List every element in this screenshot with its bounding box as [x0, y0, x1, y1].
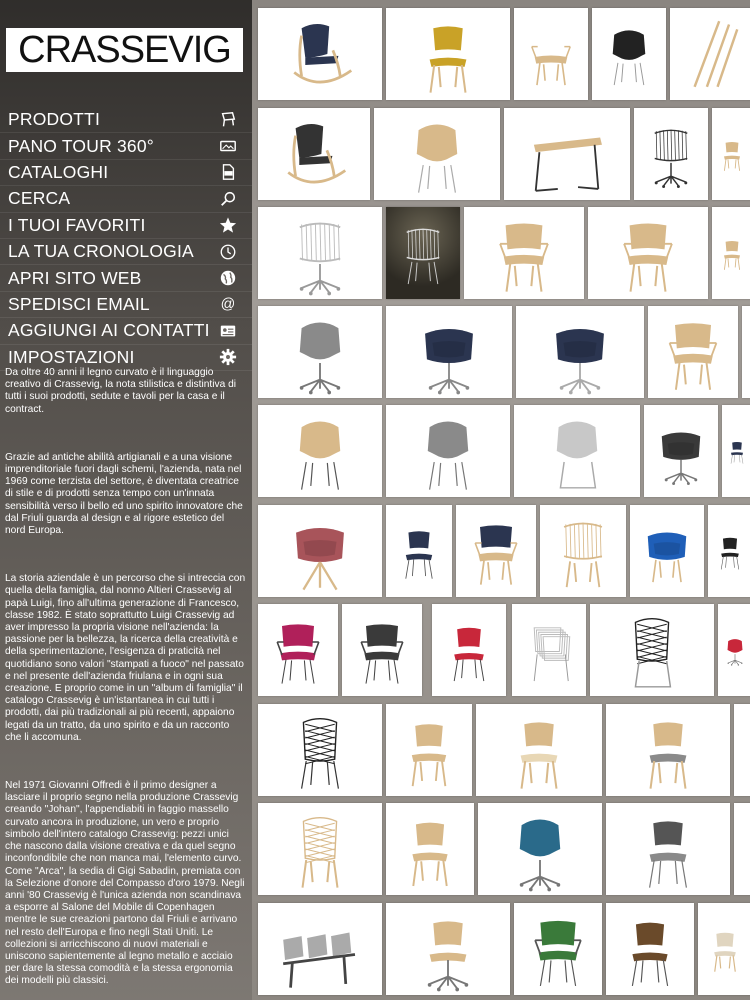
chair-image — [718, 604, 750, 696]
product-thumbnail[interactable] — [258, 604, 338, 696]
contact-card-icon — [218, 321, 238, 341]
chair-image — [606, 903, 694, 995]
product-thumbnail[interactable] — [386, 405, 510, 497]
description-paragraph: La storia aziendale è un percorso che si intreccia con quella della famiglia, dal nonno Altieri Crassevig al papà Luigi, fino all'ultima generazione di Francesco, classe 1982. È stato soprattutto Luigi Crassevig ad aver impresso la propria visione nell'azienda: la passione per la bellezza, la ricerca della creatività e della sperimentazione, l'esigenza di praticità nel quotidiano sono valori "stampati a fuoco" nel passato e nel presente dell'azienda friulana e in ogni sua creazione. E proprio come in un "album di famiglia" il catalogo Crassevig è un'istantanea in cui tutti i prodotti, dai più tradizionali ai più recenti, appaiono legati da un tratto, da uno spirito e da un racconto che li accomuna. — [5, 573, 246, 743]
product-thumbnail[interactable] — [708, 505, 750, 597]
chair-image — [722, 405, 750, 497]
product-thumbnail[interactable] — [590, 604, 714, 696]
chair-image — [386, 306, 512, 398]
product-thumbnail[interactable] — [698, 903, 750, 995]
chair-image — [504, 108, 630, 200]
chair-image — [386, 207, 460, 299]
product-thumbnail[interactable] — [478, 803, 602, 895]
description-paragraph: Da oltre 40 anni il legno curvato è il linguaggio creativo di Crassevig, la nota stilistica e distintiva di tutti i suoi prodotti, sedute e tavoli per la casa e il contract. — [5, 367, 237, 415]
chair-icon — [218, 110, 238, 130]
product-thumbnail[interactable] — [476, 704, 602, 796]
chair-image — [258, 903, 382, 995]
product-thumbnail[interactable] — [514, 405, 640, 497]
product-thumbnail[interactable] — [712, 108, 750, 200]
menu-item-at[interactable] — [0, 292, 252, 318]
product-thumbnail[interactable] — [258, 8, 382, 100]
chair-image — [464, 207, 584, 299]
chair-image — [374, 108, 500, 200]
product-thumbnail[interactable] — [718, 604, 750, 696]
chair-image — [386, 903, 510, 995]
product-thumbnail[interactable] — [630, 505, 704, 597]
chair-image — [478, 803, 602, 895]
chair-image — [712, 207, 750, 299]
product-thumbnail[interactable] — [386, 803, 474, 895]
chair-image — [514, 405, 640, 497]
search-icon — [218, 189, 238, 209]
panorama-icon — [218, 136, 238, 156]
product-grid — [252, 0, 750, 1000]
product-thumbnail[interactable] — [258, 704, 382, 796]
chair-image — [648, 306, 738, 398]
chair-image — [516, 306, 644, 398]
chair-image — [258, 405, 382, 497]
chair-image — [258, 108, 370, 200]
product-thumbnail[interactable] — [456, 505, 536, 597]
globe-icon — [218, 268, 238, 288]
product-thumbnail[interactable] — [742, 306, 750, 398]
chair-image — [386, 803, 474, 895]
product-thumbnail[interactable] — [386, 306, 512, 398]
chair-image — [634, 108, 708, 200]
product-thumbnail[interactable] — [734, 803, 750, 895]
product-thumbnail[interactable] — [504, 108, 630, 200]
product-thumbnail[interactable] — [258, 903, 382, 995]
menu-item-chair[interactable] — [0, 107, 252, 133]
menu-item-panorama[interactable] — [0, 133, 252, 159]
menu-item-label: SPEDISCI EMAIL — [8, 293, 150, 314]
menu-item-label: LA TUA CRONOLOGIA — [8, 241, 194, 262]
chair-image — [258, 8, 382, 100]
at-icon — [218, 294, 238, 314]
product-thumbnail[interactable] — [386, 8, 510, 100]
chair-image — [386, 505, 452, 597]
menu-item-contact-card[interactable] — [0, 318, 252, 344]
menu-item-search[interactable] — [0, 186, 252, 212]
menu-item-star[interactable] — [0, 213, 252, 239]
description-paragraph: Nel 1971 Giovanni Offredi è il primo designer a lasciare il proprio segno nella produzione Crassevig creando "Johan", l'appendiabiti in faggio massello curvato ancora in produzione, un vero e proprio simbolo dell'intero catalogo Crassevig: pezzi unici che nascono dalla visione creativa e da quel segno inconfondibile che non manca mai, l'elemento curvo. Come "Arca", la sedia di Gigi Sabadin, premiata con la Selezione d'onore del Compasso d'oro 1979. Negli anni '80 Crassevig è l'unica azienda non scandinava a esporre al Salone del Mobile di Copenhagen mentre le sue creazioni partono dal Friuli e arrivano nel resto dell'Europa e fino negli Stati Uniti. Le collezioni si arricchiscono di nuovi materiali e uniscono sapientemente al legno metallo e acciaio per dare la stessa comodità e la stessa ergonomia dei modelli più classici. — [5, 780, 245, 987]
star-icon — [218, 215, 238, 235]
product-thumbnail[interactable] — [606, 704, 730, 796]
chair-image — [698, 903, 750, 995]
chair-image — [514, 903, 602, 995]
product-thumbnail[interactable] — [516, 306, 644, 398]
chair-image — [540, 505, 626, 597]
product-thumbnail[interactable] — [258, 207, 382, 299]
chair-image — [590, 604, 714, 696]
svg-text:@: @ — [220, 296, 236, 313]
chair-image — [708, 505, 750, 597]
product-thumbnail[interactable] — [722, 405, 750, 497]
menu-item-label: AGGIUNGI AI CONTATTI — [8, 320, 210, 341]
chair-image — [432, 604, 506, 696]
chair-image — [456, 505, 536, 597]
menu-item-label: I TUOI FAVORITI — [8, 214, 146, 235]
gear-icon — [218, 347, 238, 367]
product-thumbnail[interactable] — [606, 903, 694, 995]
chair-image — [342, 604, 422, 696]
product-thumbnail[interactable] — [514, 903, 602, 995]
product-thumbnail[interactable] — [342, 604, 422, 696]
product-thumbnail[interactable] — [634, 108, 708, 200]
chair-image — [258, 207, 382, 299]
product-thumbnail[interactable] — [734, 704, 750, 796]
menu-item-label: PANO TOUR 360° — [8, 135, 154, 156]
menu-item-history[interactable] — [0, 239, 252, 265]
product-thumbnail[interactable] — [464, 207, 584, 299]
main-menu — [0, 107, 252, 371]
description-paragraph: Grazie ad antiche abilità artigianali e a una visione imprenditoriale fuori dagli schemi, l'azienda, nata nel 1969 come terzista del settore, è diventata creatrice di stile e di prodotti senza tempo con un'innata sensibilità verso il bello ed uno spirito innovatore che dal Friuli guarda al design e al rigore estetico del nord Europa. — [5, 451, 243, 537]
chair-image — [592, 8, 666, 100]
chair-image — [606, 803, 730, 895]
product-thumbnail[interactable] — [648, 306, 738, 398]
chair-image — [670, 8, 750, 100]
sidebar — [0, 0, 252, 1000]
menu-item-label: APRI SITO WEB — [8, 267, 142, 288]
chair-image — [386, 405, 510, 497]
product-thumbnail[interactable] — [644, 405, 718, 497]
chair-image — [606, 704, 730, 796]
chair-image — [514, 8, 588, 100]
chair-image — [644, 405, 718, 497]
product-thumbnail[interactable] — [670, 8, 750, 100]
chair-image — [630, 505, 704, 597]
chair-image — [476, 704, 602, 796]
menu-item-label: IMPOSTAZIONI — [8, 346, 135, 367]
menu-item-label: PRODOTTI — [8, 109, 101, 130]
menu-item-globe[interactable] — [0, 265, 252, 291]
chair-image — [386, 8, 510, 100]
chair-image — [258, 306, 382, 398]
chair-image — [258, 505, 382, 597]
product-thumbnail[interactable] — [258, 505, 382, 597]
product-thumbnail[interactable] — [258, 803, 382, 895]
chair-image — [258, 704, 382, 796]
product-thumbnail[interactable] — [432, 604, 506, 696]
chair-image — [512, 604, 586, 696]
pdf-icon — [218, 162, 238, 182]
product-thumbnail[interactable] — [606, 803, 730, 895]
product-thumbnail[interactable] — [386, 704, 472, 796]
product-thumbnail[interactable] — [258, 306, 382, 398]
product-thumbnail[interactable] — [588, 207, 708, 299]
product-thumbnail[interactable] — [258, 108, 370, 200]
product-thumbnail[interactable] — [540, 505, 626, 597]
menu-item-label: CERCA — [8, 188, 71, 209]
chair-image — [386, 704, 472, 796]
product-thumbnail[interactable] — [712, 207, 750, 299]
product-thumbnail[interactable] — [512, 604, 586, 696]
menu-item-label: CATALOGHI — [8, 161, 109, 182]
product-thumbnail[interactable] — [514, 8, 588, 100]
product-thumbnail[interactable] — [592, 8, 666, 100]
chair-image — [258, 604, 338, 696]
company-description — [5, 367, 247, 1000]
menu-item-pdf[interactable] — [0, 160, 252, 186]
product-thumbnail[interactable] — [386, 207, 460, 299]
product-thumbnail[interactable] — [386, 505, 452, 597]
brand-logo[interactable] — [6, 28, 243, 72]
history-icon — [218, 242, 238, 262]
chair-image — [588, 207, 708, 299]
logo-text: CRASSEVIG — [18, 28, 231, 71]
chair-image — [258, 803, 382, 895]
product-thumbnail[interactable] — [386, 903, 510, 995]
product-thumbnail[interactable] — [374, 108, 500, 200]
chair-image — [712, 108, 750, 200]
product-thumbnail[interactable] — [258, 405, 382, 497]
